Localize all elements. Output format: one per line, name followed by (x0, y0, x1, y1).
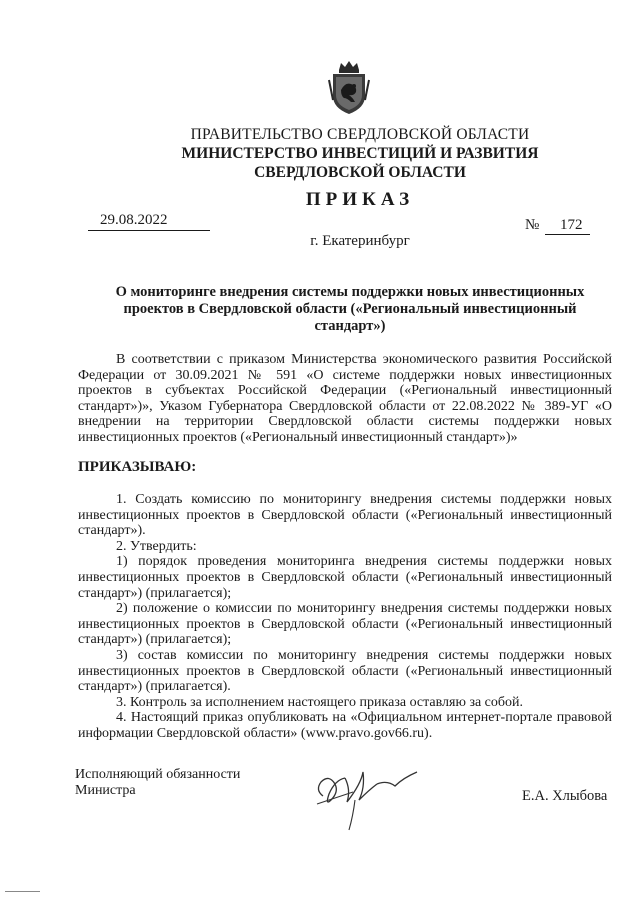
document-number: 172 (560, 217, 583, 233)
scan-artifact-line (5, 891, 40, 892)
document-date: 29.08.2022 (100, 212, 168, 228)
preamble-paragraph: В соответствии с приказом Министерства экономического развития Российской Федерации от 30.09.2021 № 591 «О системе поддержки новых инвестиционных проектов в субъектах Российской Федерации («Региональный инвестиционный стандарт»)», Указом Губернатора Свердловской области от 22.08.2022 № 389-УГ «О внедрении на территории Свердловской области системы поддержки новых инвестиционных проектов («Региональный инвестиционный стандарт»)» (78, 352, 612, 445)
signer-position-line: Министра (75, 783, 136, 798)
signer-position (75, 767, 240, 799)
signer-position-line: Исполняющий обязанности (75, 767, 241, 782)
order-item: 3. Контроль за исполнением настоящего приказа оставляю за собой. (116, 694, 524, 710)
handwritten-signature (305, 760, 430, 832)
document-title: О мониторинге внедрения системы поддержки новых инвестиционных проектов в Свердловской области («Региональный инвестиционный стандарт») (115, 284, 585, 334)
government-name: ПРАВИТЕЛЬСТВО СВЕРДЛОВСКОЙ ОБЛАСТИ (190, 126, 530, 143)
order-item: 1. Создать комиссию по мониторингу внедрения системы поддержки новых инвестиционных проектов в Свердловской области («Региональный инвестиционный стандарт»). (78, 492, 612, 539)
ministry-region: СВЕРДЛОВСКОЙ ОБЛАСТИ (254, 164, 466, 181)
order-item: 4. Настоящий приказ опубликовать на «Официальном интернет-портале правовой информации Свердловской области» (www.pravo.gov66.ru). (78, 710, 612, 741)
order-item: 3) состав комиссии по мониторингу внедрения системы поддержки новых инвестиционных проектов в Свердловской области («Региональный инвестиционный стандарт») (прилагается). (78, 647, 612, 695)
order-item: 2. Утвердить: (116, 538, 197, 554)
document-city: г. Екатеринбург (310, 233, 410, 249)
coat-of-arms-icon (327, 60, 371, 116)
order-word: ПРИКАЗЫВАЮ: (78, 459, 197, 475)
order-item: 2) положение о комиссии по мониторингу внедрения системы поддержки новых инвестиционных проектов в Свердловской области («Региональный инвестиционный стандарт») (прилагается); (78, 601, 612, 648)
date-underline (88, 230, 210, 231)
signer-name: Е.А. Хлыбова (522, 788, 608, 804)
number-label: № (525, 217, 540, 233)
document-type: ПРИКАЗ (305, 189, 415, 210)
ministry-name: МИНИСТЕРСТВО ИНВЕСТИЦИЙ И РАЗВИТИЯ (181, 145, 539, 162)
order-item: 1) порядок проведения мониторинга внедрения системы поддержки новых инвестиционных проектов в Свердловской области («Региональный инвестиционный стандарт») (прилагается); (78, 554, 612, 601)
order-items (78, 492, 612, 742)
